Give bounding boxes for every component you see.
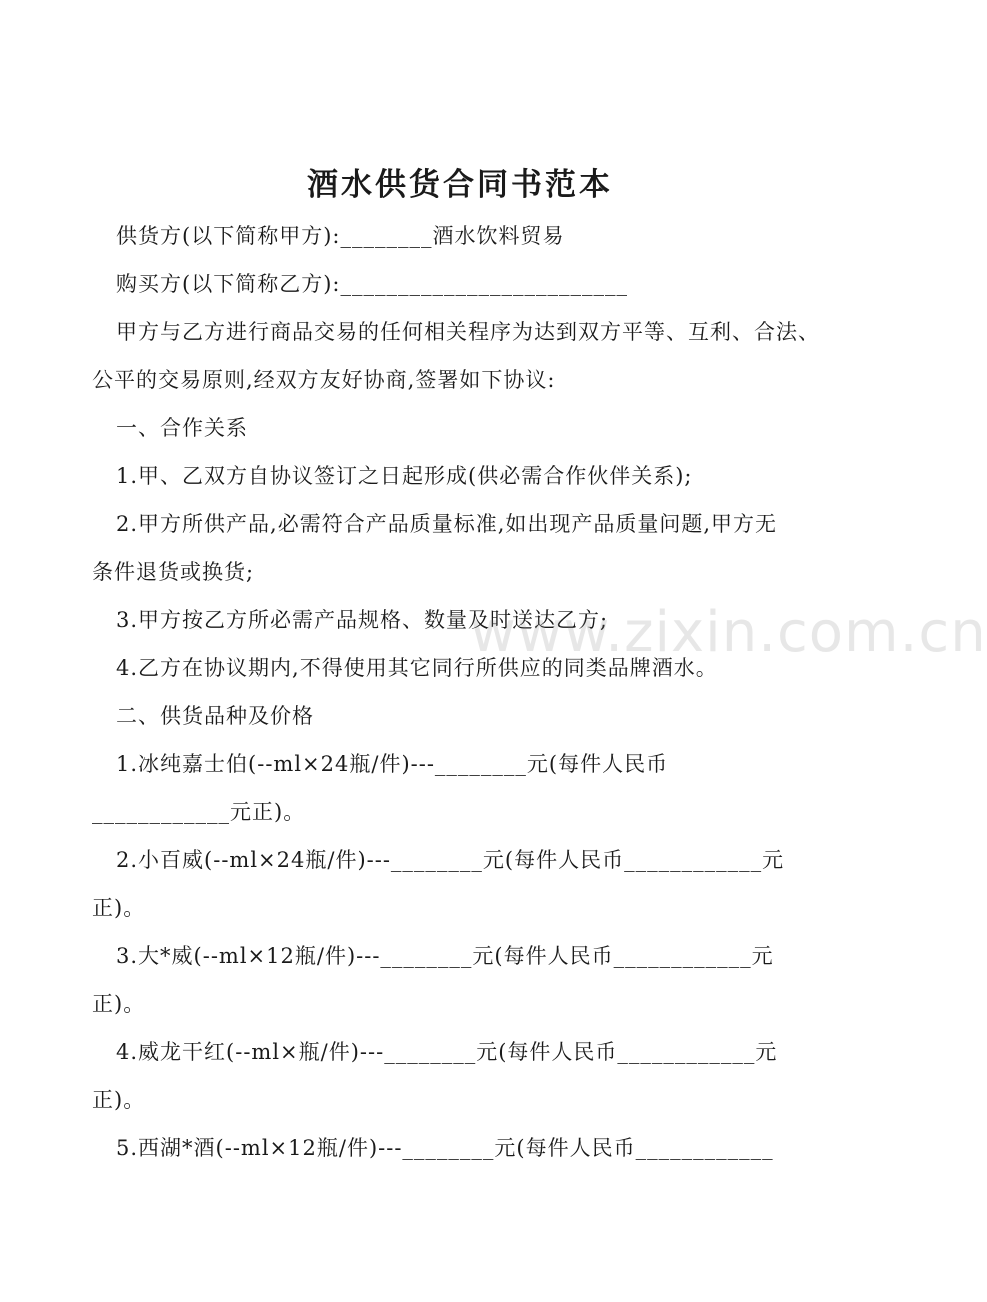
item-5-line-1: 5.西湖*酒(--ml×12瓶/件)---________元(每件人民币____________ [116, 1136, 774, 1160]
buyer-label: 购买方(以下简称乙方): [116, 272, 341, 296]
clause-1-1: 1.甲、乙双方自协议签订之日起形成(供必需合作伙伴关系); [116, 464, 693, 488]
buyer-line [116, 269, 628, 299]
buyer-blank: _________________________ [340, 272, 628, 296]
supplier-label: 供货方(以下简称甲方): [116, 224, 341, 248]
document-title: 酒水供货合同书范本 [307, 167, 613, 203]
clause-1-4: 4.乙方在协议期内,不得使用其它同行所供应的同类品牌酒水。 [116, 656, 718, 680]
clause-1-2-line-2: 条件退货或换货; [92, 560, 255, 584]
intro-line-2: 公平的交易原则,经双方友好协商,签署如下协议: [92, 368, 556, 392]
supplier-name: 酒水饮料贸易 [432, 224, 565, 248]
section-heading-cooperation: 一、合作关系 [116, 416, 248, 440]
item-1-line-1: 1.冰纯嘉士伯(--ml×24瓶/件)---________元(每件人民币 [116, 752, 669, 776]
item-1-line-2: ____________元正)。 [92, 800, 306, 824]
item-2-line-2: 正)。 [92, 896, 146, 920]
supplier-line [116, 221, 564, 251]
item-3-line-1: 3.大*威(--ml×12瓶/件)---________元(每件人民币____________元 [116, 944, 774, 968]
clause-1-3: 3.甲方按乙方所必需产品规格、数量及时送达乙方; [116, 608, 609, 632]
watermark: www.zixin.com.cn [470, 600, 987, 665]
item-4-line-2: 正)。 [92, 1088, 146, 1112]
item-2-line-1: 2.小百威(--ml×24瓶/件)---________元(每件人民币____________元 [116, 848, 785, 872]
clause-1-2-line-1: 2.甲方所供产品,必需符合产品质量标准,如出现产品质量问题,甲方无 [116, 512, 778, 536]
item-4-line-1: 4.威龙干红(--ml×瓶/件)---________元(每件人民币____________元 [116, 1040, 778, 1064]
item-3-line-2: 正)。 [92, 992, 146, 1016]
supplier-blank: ________ [340, 224, 433, 248]
intro-line-1: 甲方与乙方进行商品交易的任何相关程序为达到双方平等、互利、合法、 [116, 320, 820, 344]
section-heading-products: 二、供货品种及价格 [116, 704, 314, 728]
